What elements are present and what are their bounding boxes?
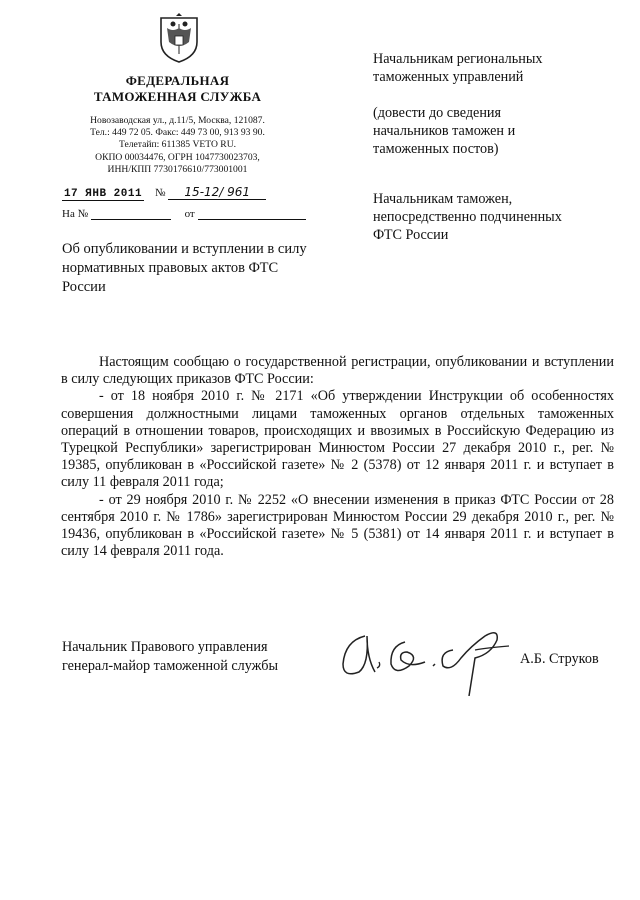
signatory-name: А.Б. Струков <box>520 651 599 667</box>
registration-number: 15-12/ 961 <box>168 185 266 200</box>
recipient-block-3 <box>373 190 613 244</box>
recipient-line: таможенных постов) <box>373 141 499 157</box>
recipient-line: таможенных управлений <box>373 69 524 85</box>
reply-date-label: от <box>184 208 195 220</box>
recipient-line: начальников таможен и <box>373 123 516 139</box>
handwritten-signature <box>335 606 515 696</box>
inn-line: ИНН/КПП 7730176610/773001001 <box>107 163 248 175</box>
contact-block <box>60 115 295 176</box>
body-paragraph-order-2252: - от 29 ноября 2010 г. № 2252 «О внесении изменения в приказ ФТС России от 28 сентября 2010 г. № 1786» зарегистрирован Минюстом России 29 декабря 2010 г., рег. № 19436, опубликован в «Российской газете» № 5 (5381) от 14 января 2011 г. и вступает в силу 14 февраля 2011 года. <box>61 491 614 560</box>
teletype-line: Телетайп: 611385 VETO RU. <box>118 139 237 151</box>
reply-number-blank <box>91 209 171 220</box>
reply-number-label: На № <box>62 208 89 220</box>
reply-date-blank <box>198 209 306 220</box>
recipient-line: (довести до сведения <box>373 105 502 121</box>
body-paragraph-order-2171: - от 18 ноября 2010 г. № 2171 «Об утверждении Инструкции об особенностях совершения должностными лицами таможенных органов отдельных таможенных операций в отношении товаров, происходящих и ввозимых в Российскую Федерацию из Турецкой Республики» зарегистрирован Минюстом России 27 декабря 2010 г., рег. № 19385, опубликован в «Российской газете» № 2 (5378) от 12 января 2011 г. и вступает в силу 11 февраля 2011 года; <box>61 388 614 491</box>
position-line-1: Начальник Правового управления <box>62 639 268 655</box>
recipient-block-1 <box>373 50 613 86</box>
recipient-line: Начальникам региональных <box>373 51 543 67</box>
recipient-block-2 <box>373 104 613 158</box>
number-label: № <box>155 187 166 199</box>
coat-of-arms-icon <box>157 12 201 64</box>
position-line-2: генерал-майор таможенной службы <box>62 658 279 674</box>
signatory-position <box>62 638 278 676</box>
letter-body <box>61 354 614 560</box>
org-line-1: ФЕДЕРАЛЬНАЯ <box>125 73 230 88</box>
registration-line <box>62 185 266 201</box>
recipient-line: Начальникам таможен, <box>373 191 513 207</box>
phone-line: Тел.: 449 72 05. Факс: 449 73 00, 913 93 90. <box>90 127 265 139</box>
okpo-line: ОКПО 00034476, ОГРН 1047730023703, <box>95 151 260 163</box>
recipient-line: ФТС России <box>373 227 449 243</box>
address-line: Новозаводская ул., д.11/5, Москва, 121087. <box>90 115 265 126</box>
org-line-2: ТАМОЖЕННАЯ СЛУЖБА <box>93 89 262 104</box>
body-paragraph-intro: Настоящим сообщаю о государственной регистрации, опубликовании и вступлении в силу следующих приказов ФТС России: <box>61 354 614 388</box>
document-subject: Об опубликовании и вступлении в силу нормативных правовых актов ФТС России <box>62 241 307 295</box>
registration-date: 17 ЯНВ 2011 <box>63 188 143 200</box>
organization-name <box>60 73 295 105</box>
recipient-line: непосредственно подчиненных <box>373 209 562 225</box>
reply-reference-line <box>62 208 306 220</box>
